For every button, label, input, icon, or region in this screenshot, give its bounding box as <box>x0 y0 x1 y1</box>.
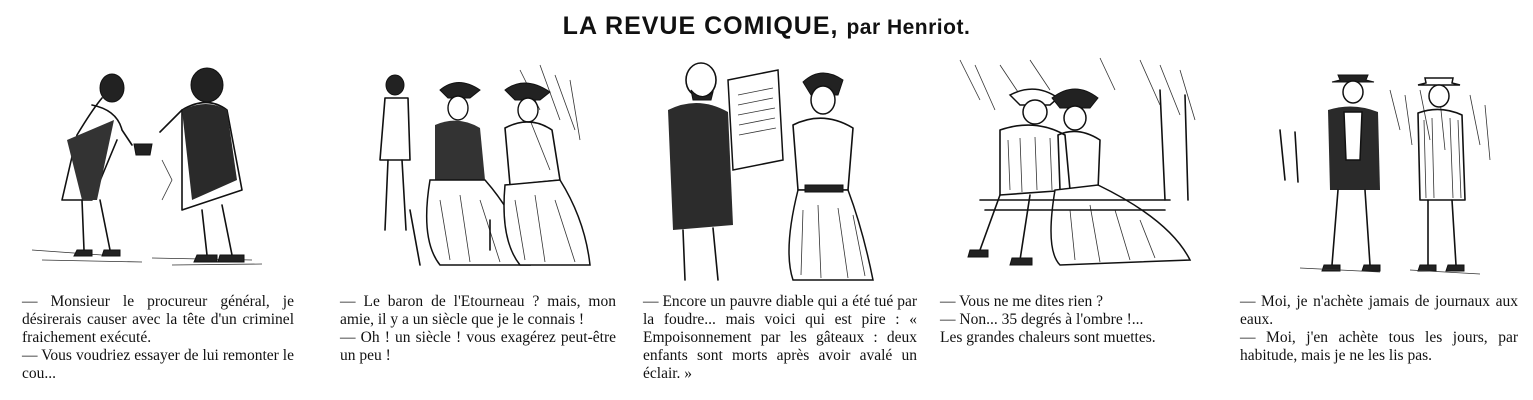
caption-line: — Vous voudriez essayer de lui remonter le cou... <box>22 347 294 382</box>
illustration-couple-on-bench <box>940 50 1220 285</box>
panel-1-caption <box>22 293 294 383</box>
comic-panel-5 <box>1240 50 1520 395</box>
illustration-man-with-newspaper <box>643 50 919 285</box>
illustration-two-men-in-hats <box>1240 50 1520 285</box>
page-title <box>0 12 1533 41</box>
caption-line: — Oh ! un siècle ! vous exagérez peut-être un peu ! <box>340 329 616 364</box>
panel-3-caption <box>643 293 917 383</box>
title-byline: par Henriot. <box>846 16 971 39</box>
caption-line: — Encore un pauvre diable qui a été tué par la foudre... mais voici qui est pire : « Empoisonnement par les gâteaux : deux enfants sont morts après avoir avalé un éclair. » <box>643 293 917 382</box>
caption-line: — Moi, j'en achète tous les jours, par habitude, mais je ne les lis pas. <box>1240 329 1518 364</box>
panel-5-caption <box>1240 293 1518 365</box>
comic-panel-2 <box>340 50 620 395</box>
illustration-two-gentlemen <box>22 50 302 285</box>
comic-panel-4 <box>940 50 1220 395</box>
caption-line: — Monsieur le procureur général, je désirerais causer avec la tête d'un criminel fraichement exécuté. <box>22 293 294 346</box>
panel-2-caption <box>340 293 616 365</box>
comic-panel-1 <box>22 50 302 395</box>
panel-4-caption <box>940 293 1216 347</box>
illustration-two-ladies <box>340 50 620 285</box>
caption-line: — Vous ne me dites rien ? <box>940 293 1104 310</box>
caption-line: Les grandes chaleurs sont muettes. <box>940 329 1156 346</box>
caption-line: — Moi, je n'achète jamais de journaux aux eaux. <box>1240 293 1518 328</box>
comic-panel-3 <box>643 50 919 395</box>
caption-line: — Le baron de l'Etourneau ? mais, mon amie, il y a un siècle que je le connais ! <box>340 293 616 328</box>
caption-line: — Non... 35 degrés à l'ombre !... <box>940 311 1144 328</box>
title-text: LA REVUE COMIQUE, <box>562 12 839 40</box>
